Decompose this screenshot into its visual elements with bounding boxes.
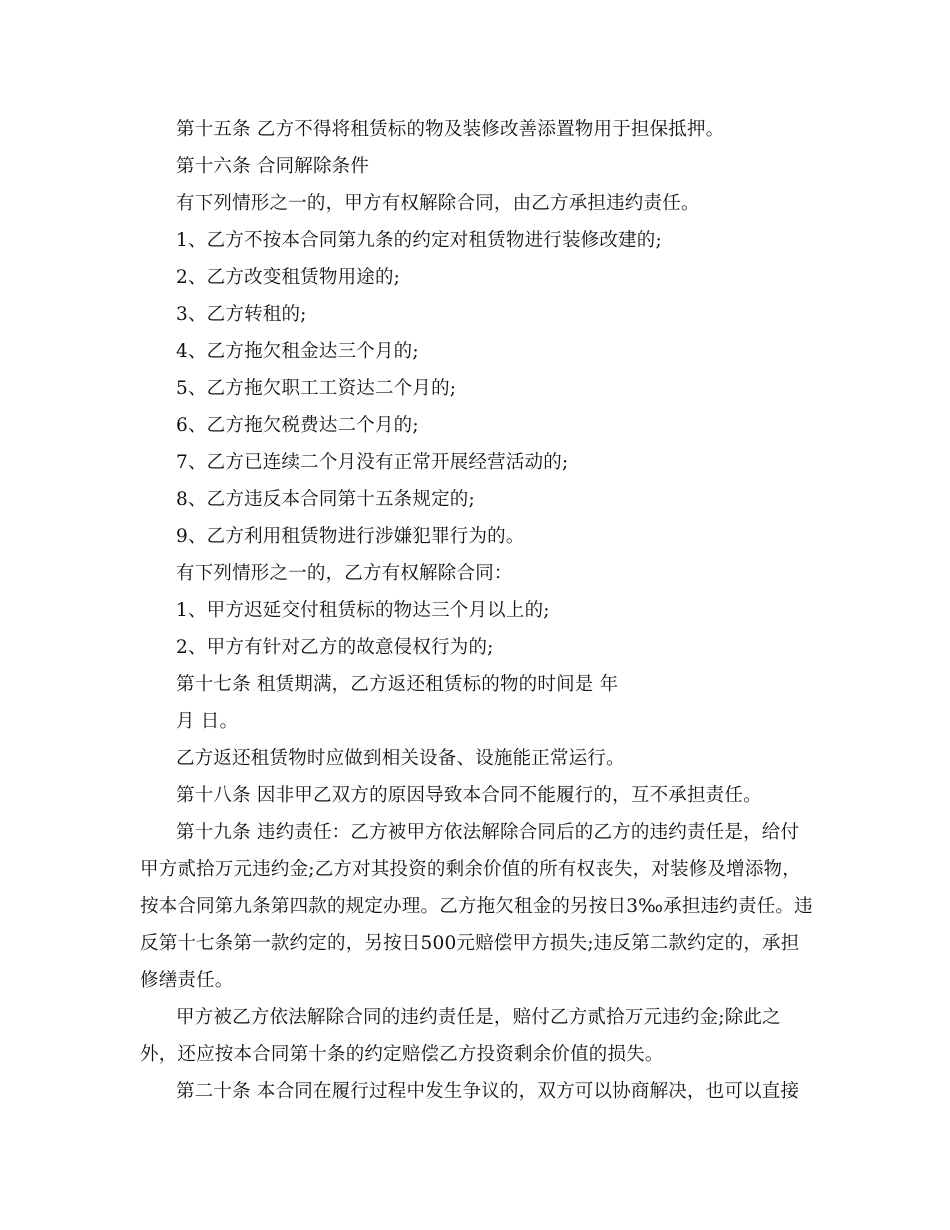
text-line: 6、乙方拖欠税费达二个月的; (176, 415, 419, 436)
text-line: 有下列情形之一的，甲方有权解除合同，由乙方承担违约责任。 (176, 193, 700, 214)
text-line: 1、甲方迟延交付租赁标的物达三个月以上的; (176, 600, 550, 621)
text-line: 9、乙方利用租赁物进行涉嫌犯罪行为的。 (176, 526, 525, 547)
text-line: 外，还应按本合同第十条的约定赔偿乙方投资剩余价值的损失。 (140, 1044, 664, 1065)
text-line: 3、乙方转租的; (176, 304, 307, 325)
text-line: 2、乙方改变租赁物用途的; (176, 267, 401, 288)
text-line: 第十五条 乙方不得将租赁标的物及装修改善添置物用于担保抵押。 (176, 119, 725, 140)
text-line: 有下列情形之一的，乙方有权解除合同： (176, 563, 513, 584)
text-line: 月 日。 (176, 711, 239, 732)
text-line: 4、乙方拖欠租金达三个月的; (176, 341, 419, 362)
text-line: 第十七条 租赁期满，乙方返还租赁标的物的时间是 年 (176, 674, 619, 695)
text-line: 1、乙方不按本合同第九条的约定对租赁物进行装修改建的; (176, 230, 662, 251)
text-line: 乙方返还租赁物时应做到相关设备、设施能正常运行。 (176, 748, 625, 769)
text-line: 7、乙方已连续二个月没有正常开展经营活动的; (176, 452, 569, 473)
text-line: 反第十七条第一款约定的，另按日500元赔偿甲方损失;违反第二款约定的，承担 (140, 933, 800, 954)
text-line: 2、甲方有针对乙方的故意侵权行为的; (176, 637, 494, 658)
text-line: 甲方被乙方依法解除合同的违约责任是，赔付乙方贰拾万元违约金;除此之 (176, 1007, 781, 1028)
text-line: 第二十条 本合同在履行过程中发生争议的，双方可以协商解决，也可以直接 (176, 1081, 800, 1102)
text-line: 8、乙方违反本合同第十五条规定的; (176, 489, 475, 510)
text-line: 修缮责任。 (140, 970, 234, 991)
text-line: 甲方贰拾万元违约金;乙方对其投资的剩余价值的所有权丧失，对装修及增添物， (140, 859, 801, 880)
text-line: 5、乙方拖欠职工工资达二个月的; (176, 378, 457, 399)
text-line: 按本合同第九条第四款的规定办理。乙方拖欠租金的另按日3‰承担违约责任。违 (140, 896, 813, 917)
text-line: 第十九条 违约责任：乙方被甲方依法解除合同后的乙方的违约责任是，给付 (176, 822, 800, 843)
text-line: 第十六条 合同解除条件 (176, 156, 370, 177)
text-line: 第十八条 因非甲乙双方的原因导致本合同不能履行的，互不承担责任。 (176, 785, 762, 806)
